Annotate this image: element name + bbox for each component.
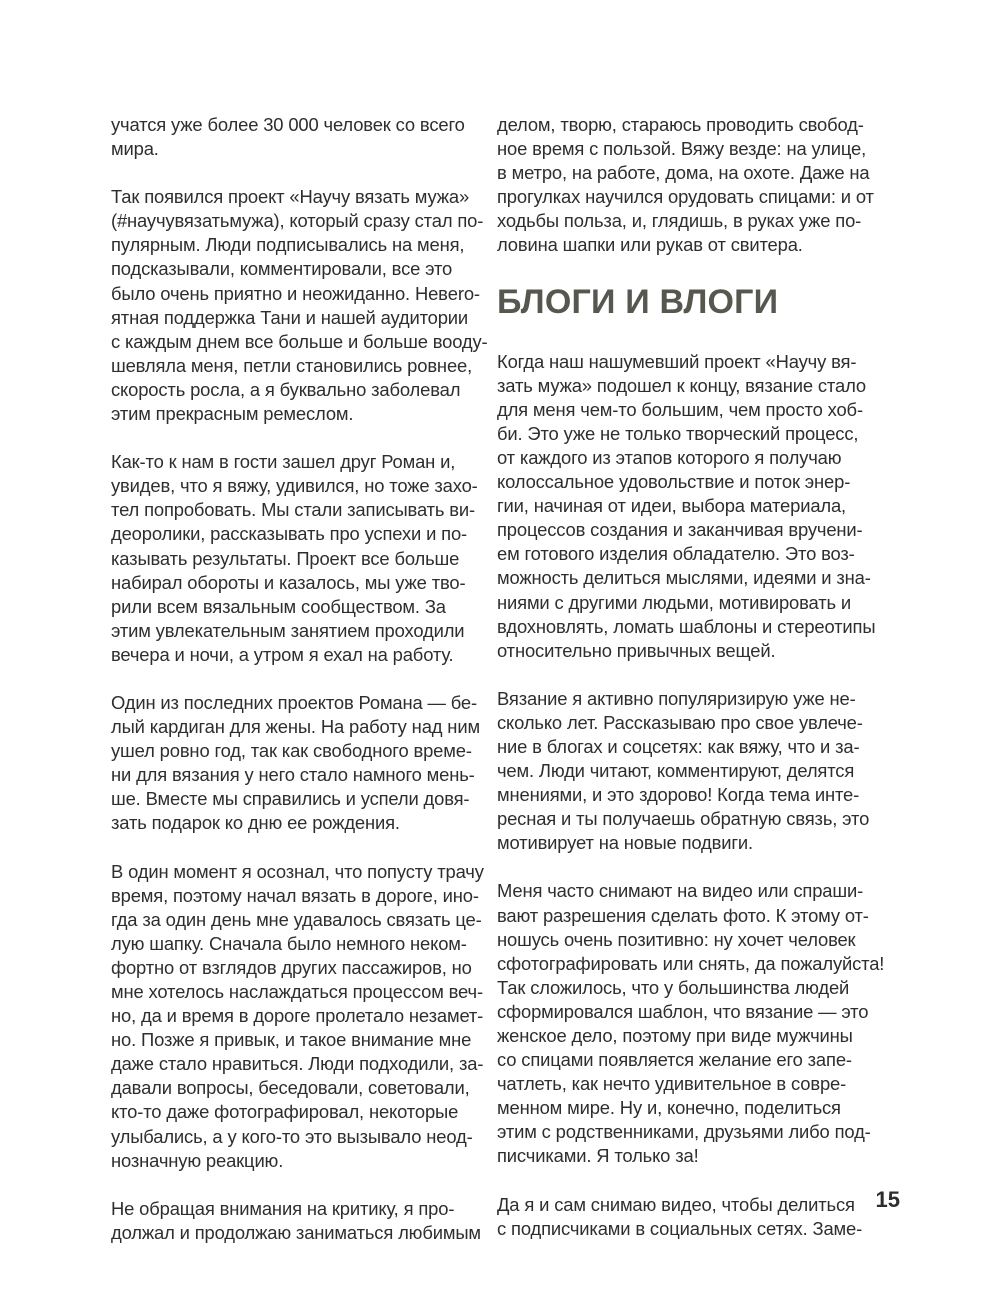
text-line: ние в блогах и соцсетях: как вяжу, что и за- (497, 735, 860, 757)
text-line: давали вопросы, беседовали, советовали, (111, 1077, 470, 1099)
text-line: Так появился проект «Научу вязать мужа» (111, 186, 470, 208)
text-line: ресная и ты получаешь обратную связь, это (497, 808, 870, 830)
paragraph (497, 1193, 897, 1241)
text-line: этим увлекательным занятием проходили (111, 619, 465, 641)
text-line: можность делиться мыслями, идеями и зна- (497, 567, 871, 589)
text-line: пулярным. Люди подписывались на меня, (111, 234, 465, 256)
paragraph (111, 691, 491, 836)
paragraph (497, 350, 897, 663)
text-line: мира. (111, 138, 159, 160)
text-line: тел попробовать. Мы стали записывать ви- (111, 499, 476, 521)
text-line: вают разрешения сделать фото. К этому от- (497, 904, 869, 926)
text-line: ношусь очень позитивно: ну хочет человек (497, 928, 856, 950)
text-line: кто-то даже фотографировал, некоторые (111, 1101, 459, 1123)
text-line: набирал обороты и казалось, мы уже тво- (111, 571, 466, 593)
paragraph (111, 860, 491, 1173)
text-line: сформировался шаблон, что вязание — это (497, 1000, 869, 1022)
paragraph (111, 1197, 491, 1245)
text-line: в метро, на работе, дома, на охоте. Даже на (497, 162, 870, 184)
text-line: зать мужа» подошел к концу, вязание стало (497, 374, 866, 396)
text-line: (#научувязатьмужа), который сразу стал по- (111, 210, 484, 232)
text-line: для меня чем-то большим, чем просто хоб- (497, 398, 863, 420)
text-line: чатлеть, как нечто удивительное в совре- (497, 1073, 847, 1095)
text-line: ятная поддержка Тани и нашей аудитории (111, 306, 469, 328)
text-line: улыбались, а у кого-то это вызывало неод- (111, 1125, 473, 1147)
text-line: ушел ровно год, так как свободного време- (111, 740, 472, 762)
text-line: ниями с другими людьми, мотивировать и (497, 591, 851, 613)
text-line: делом, творю, стараюсь проводить свобод- (497, 114, 864, 135)
text-line: с подписчиками в социальных сетях. Заме- (497, 1217, 863, 1239)
text-line: ное время с пользой. Вяжу везде: на улице, (497, 138, 867, 160)
text-line: даже стало нравиться. Люди подходили, за- (111, 1053, 484, 1075)
paragraph (111, 450, 491, 667)
text-line: ловина шапки или рукав от свитера. (497, 234, 803, 256)
text-line: мотивирует на новые подвиги. (497, 832, 754, 854)
text-line: В один момент я осознал, что попусту трачу (111, 860, 484, 882)
text-line: вечера и ночи, а утром я ехал на работу. (111, 643, 454, 665)
text-line: колоссальное удовольствие и поток энер- (497, 471, 851, 493)
text-line: время, поэтому начал вязать в дороге, ино- (111, 884, 479, 906)
text-line: Меня часто снимают на видео или спраши- (497, 880, 864, 902)
text-line: нозначную реакцию. (111, 1149, 284, 1171)
text-line: чем. Люди читают, комментируют, делятся (497, 760, 855, 782)
text-line: со спицами появляется желание его запе- (497, 1049, 852, 1071)
text-line: прогулках научился орудовать спицами: и от (497, 186, 874, 208)
text-line: Один из последних проектов Романа — бе- (111, 691, 477, 713)
text-line: Вязание я активно популяризирую уже не- (497, 687, 856, 709)
text-line: гии, начиная от идеи, выбора материала, (497, 495, 847, 517)
paragraph (111, 185, 491, 426)
intro-paragraph (497, 113, 897, 258)
text-line: Как-то к нам в гости зашел друг Роман и, (111, 451, 456, 473)
text-line: этим с родственниками, друзьями либо под- (497, 1121, 871, 1143)
text-line: ни для вязания у него стало намного мень- (111, 764, 475, 786)
text-line: казывать результаты. Проект все больше (111, 547, 460, 569)
paragraph (111, 113, 491, 161)
text-line: этим прекрасным ремеслом. (111, 403, 354, 425)
section-body (497, 350, 897, 1241)
text-line: должал и продолжаю заниматься любимым (111, 1221, 481, 1243)
page-number: 15 (875, 1187, 900, 1212)
text-line: менном мире. Ну и, конечно, поделиться (497, 1097, 841, 1119)
text-line: относительно привычных вещей. (497, 639, 776, 661)
text-line: ем готового изделия обладателю. Это воз- (497, 543, 855, 565)
text-line: от каждого из этапов которого я получаю (497, 446, 842, 468)
text-line: ходьбы польза, и, глядишь, в руках уже по- (497, 210, 862, 232)
text-line: подсказывали, комментировали, все это (111, 258, 453, 280)
section-heading: БЛОГИ И ВЛОГИ (497, 282, 779, 321)
text-line: процессов создания и заканчивая вручени- (497, 519, 863, 541)
text-line: но, да и время в дороге пролетало незамет- (111, 1005, 484, 1027)
text-line: Так сложилось, что у большинства людей (497, 976, 850, 998)
right-column (497, 113, 897, 1265)
text-line: увидев, что я вяжу, удивился, но тоже захо- (111, 475, 478, 497)
text-line: мнениями, и это здорово! Когда тема инте- (497, 784, 860, 806)
text-line: шевляла меня, петли становились ровнее, (111, 354, 473, 376)
text-line: но. Позже я привык, и такое внимание мне (111, 1029, 472, 1051)
text-line: рили всем вязальным сообществом. За (111, 595, 446, 617)
text-line: лую шапку. Сначала было немного неком- (111, 932, 467, 954)
text-line: учатся уже более 30 000 человек со всего (111, 114, 465, 135)
text-line: писчиками. Я только за! (497, 1145, 699, 1167)
text-line: было очень приятно и неожиданно. Невero- (111, 282, 480, 304)
text-line: скорость росла, а я буквально заболевал (111, 378, 461, 400)
text-line: женское дело, поэтому при виде мужчины (497, 1025, 853, 1046)
text-line: сфотографировать или снять, да пожалуйста! (497, 952, 885, 974)
paragraph (497, 879, 897, 1168)
text-line: деоролики, рассказывать про успехи и по- (111, 523, 468, 545)
text-line: с каждым днем все больше и больше вооду- (111, 330, 488, 352)
paragraph (497, 687, 897, 856)
text-line: Да я и сам снимаю видео, чтобы делиться (497, 1193, 855, 1215)
text-line: сколько лет. Рассказываю про свое увлече- (497, 711, 863, 733)
text-line: Не обращая внимания на критику, я про- (111, 1197, 455, 1219)
text-line: Когда наш нашумевший проект «Научу вя- (497, 350, 857, 372)
text-line: вдохновлять, ломать шаблоны и стереотипы (497, 615, 876, 637)
text-line: гда за один день мне удавалось связать це- (111, 908, 482, 930)
text-line: фортно от взглядов других пассажиров, но (111, 956, 472, 978)
text-line: мне хотелось наслаждаться процессом веч- (111, 981, 483, 1002)
text-line: ше. Вместе мы справились и успели довя- (111, 788, 470, 810)
left-column (111, 113, 491, 1269)
text-line: лый кардиган для жены. На работу над ним (111, 716, 480, 738)
text-line: зать подарок ко дню ее рождения. (111, 812, 400, 834)
text-line: би. Это уже не только творческий процесс, (497, 422, 859, 444)
